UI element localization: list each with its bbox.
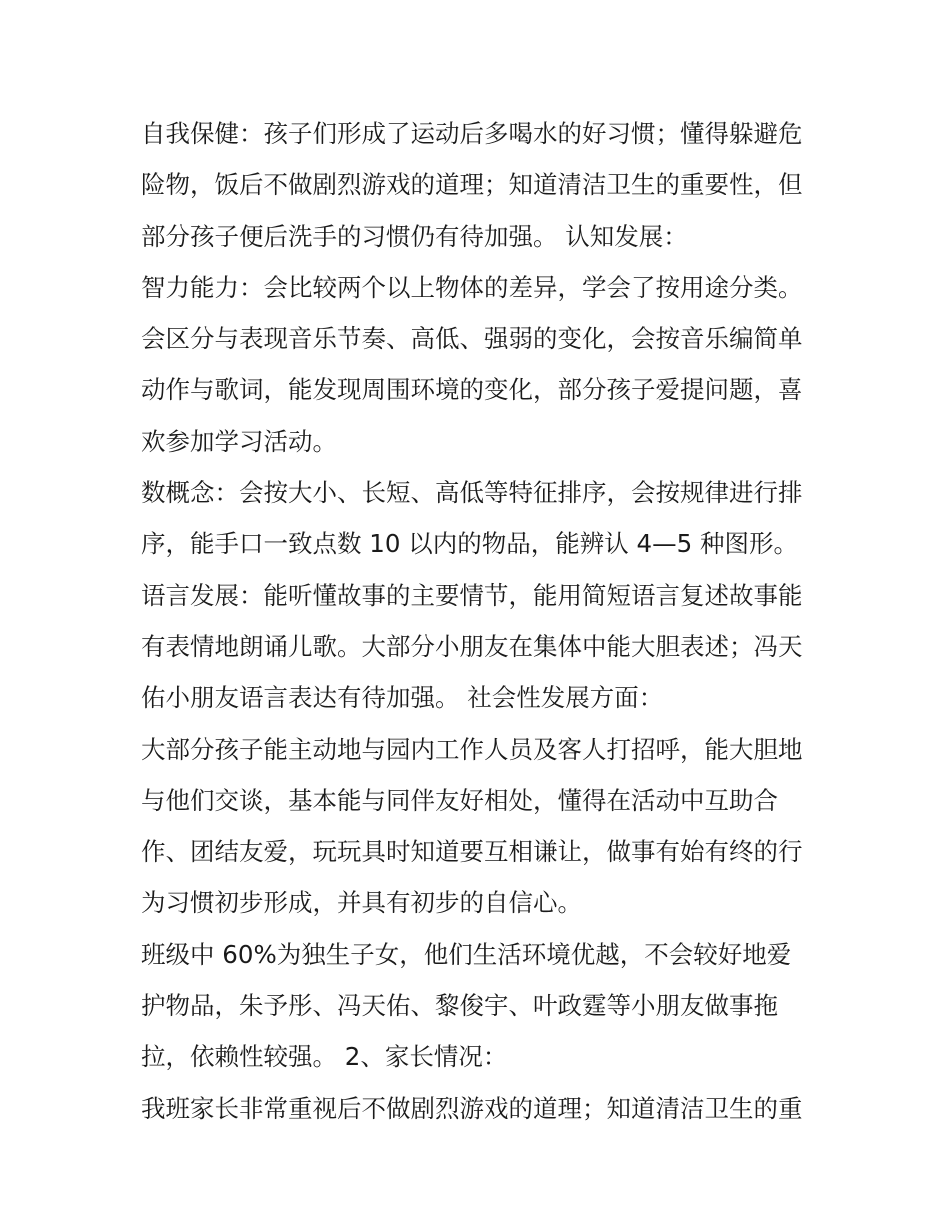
text-line: 为习惯初步形成，并具有初步的自信心。	[141, 888, 582, 918]
text-line: 语言发展：能听懂故事的主要情节，能用简短语言复述故事能	[141, 580, 803, 610]
text-line: 数概念：会按大小、长短、高低等特征排序，会按规律进行排	[141, 478, 803, 508]
text-line: 我班家长非常重视后不做剧烈游戏的道理；知道清洁卫生的重	[141, 1093, 803, 1123]
text-line: 智力能力：会比较两个以上物体的差异，学会了按用途分类。	[141, 272, 803, 302]
text-line: 班级中 60%为独生子女，他们生活环境优越，不会较好地爱	[141, 939, 792, 969]
text-line: 自我保健：孩子们形成了运动后多喝水的好习惯；懂得躲避危	[141, 119, 803, 148]
text-line: 欢参加学习活动。	[141, 426, 337, 456]
text-line: 会区分与表现音乐节奏、高低、强弱的变化，会按音乐编简单	[141, 324, 803, 354]
text-line: 序，能手口一致点数 10 以内的物品，能辨认 4—5 种图形。	[141, 529, 798, 559]
text-line: 险物，饭后不做剧烈游戏的道理；知道清洁卫生的重要性，但	[141, 170, 803, 200]
text-line: 有表情地朗诵儿歌。大部分小朋友在集体中能大胆表述；冯天	[141, 631, 803, 661]
text-line: 拉，依赖性较强。 2、家长情况：	[141, 1042, 508, 1072]
text-line: 与他们交谈，基本能与同伴友好相处，懂得在活动中互助合	[141, 785, 778, 815]
body-text	[141, 108, 821, 1134]
text-line: 动作与歌词，能发现周围环境的变化，部分孩子爱提问题，喜	[141, 375, 803, 405]
text-line: 护物品，朱予彤、冯天佑、黎俊宇、叶政霆等小朋友做事拖	[141, 991, 778, 1021]
text-line: 作、团结友爱，玩玩具时知道要互相谦让，做事有始有终的行	[141, 837, 803, 867]
text-line: 佑小朋友语言表达有待加强。 社会性发展方面：	[141, 683, 664, 713]
text-line: 大部分孩子能主动地与园内工作人员及客人打招呼，能大胆地	[141, 734, 803, 764]
text-line: 部分孩子便后洗手的习惯仍有待加强。 认知发展：	[141, 221, 688, 251]
